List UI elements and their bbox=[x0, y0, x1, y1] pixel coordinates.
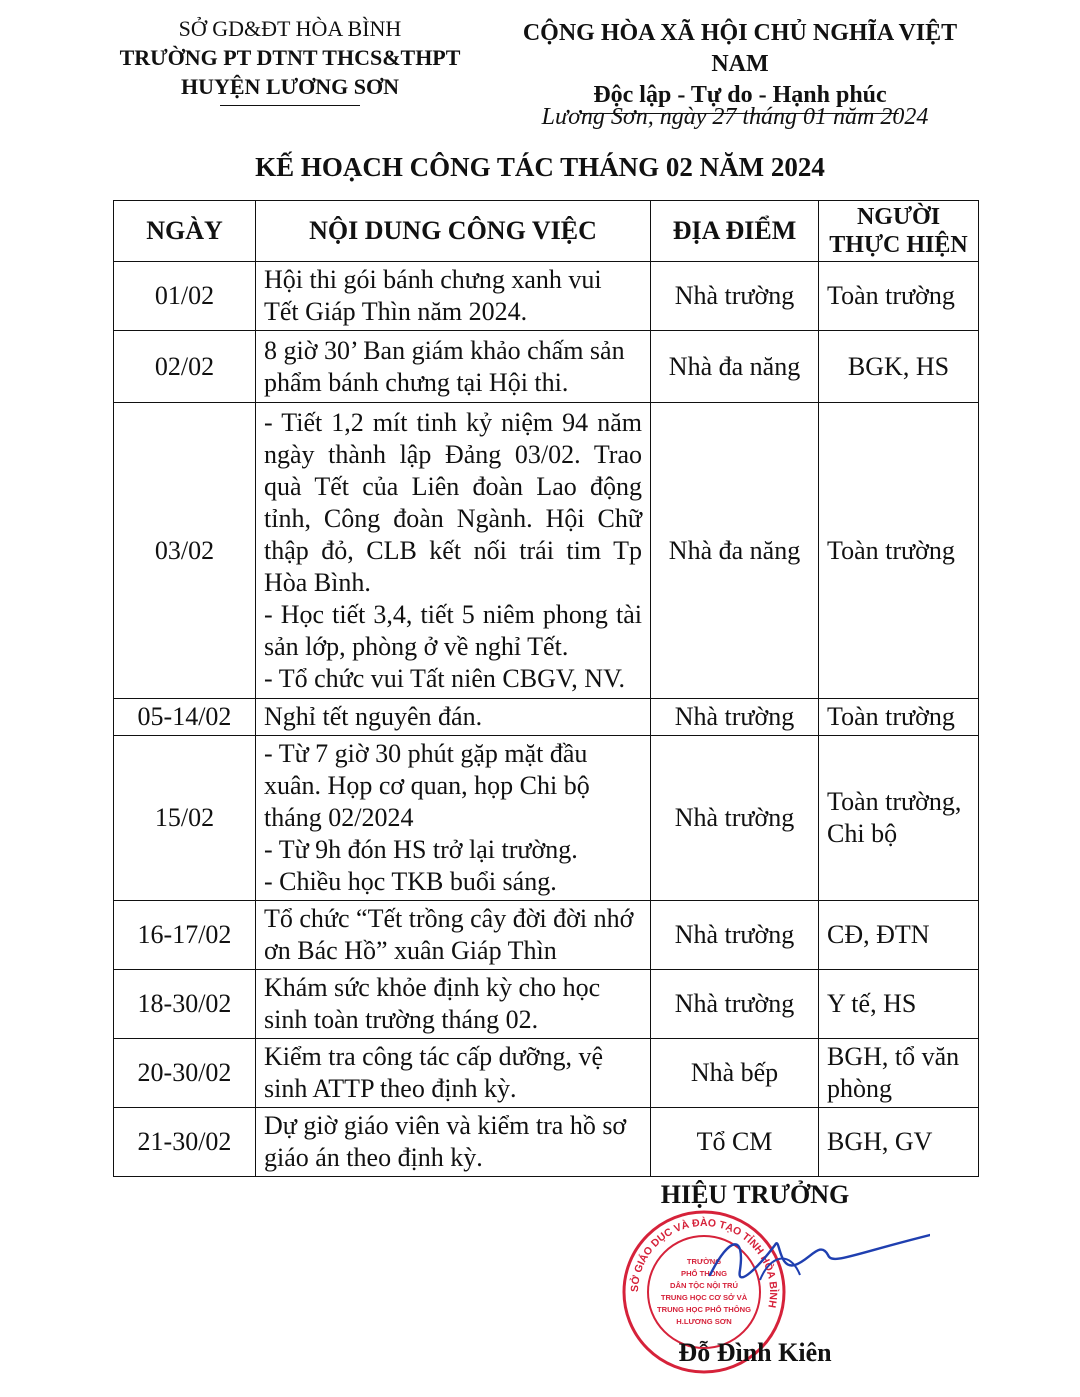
document-title: KẾ HOẠCH CÔNG TÁC THÁNG 02 NĂM 2024 bbox=[255, 152, 825, 182]
row-person: Y tế, HS bbox=[819, 970, 979, 1039]
stamp-line: PHỔ THÔNG bbox=[681, 1269, 727, 1278]
stamp-line: H.LƯƠNG SƠN bbox=[676, 1317, 732, 1326]
row-date: 18-30/02 bbox=[114, 970, 256, 1039]
table-row bbox=[114, 1108, 979, 1177]
row-date: 16-17/02 bbox=[114, 901, 256, 970]
row-content: Nghỉ tết nguyên đán. bbox=[256, 699, 651, 736]
table-row bbox=[114, 970, 979, 1039]
signature-block bbox=[580, 1180, 930, 1367]
row-person: BGH, GV bbox=[819, 1108, 979, 1177]
handwritten-signature bbox=[700, 1225, 930, 1295]
stamp-line: DÂN TỘC NỘI TRÚ bbox=[670, 1281, 738, 1290]
header-person: NGƯỜI THỰC HIỆN bbox=[819, 201, 979, 262]
country-name: CỘNG HÒA XÃ HỘI CHỦ NGHĨA VIỆT NAM bbox=[522, 20, 958, 77]
signer-role: HIỆU TRƯỞNG bbox=[660, 1180, 850, 1209]
table-row bbox=[114, 1039, 979, 1108]
row-content: Hội thi gói bánh chưng xanh vui Tết Giáp Thìn năm 2024. bbox=[256, 262, 651, 331]
row-date: 01/02 bbox=[114, 262, 256, 331]
row-place: Nhà bếp bbox=[651, 1039, 819, 1108]
stamp-outer-text: SỞ GIÁO DỤC VÀ ĐÀO TẠO TỈNH HÒA BÌNH bbox=[628, 1216, 780, 1309]
national-header bbox=[500, 18, 980, 114]
row-place: Nhà trường bbox=[651, 736, 819, 901]
issuer-block bbox=[110, 14, 470, 106]
issuer-department: SỞ GD&ĐT HÒA BÌNH bbox=[178, 16, 402, 41]
header-content: NỘI DUNG CÔNG VIỆC bbox=[256, 201, 651, 262]
stamp-line: TRUNG HỌC PHỔ THÔNG bbox=[656, 1305, 752, 1314]
row-person: CĐ, ĐTN bbox=[819, 901, 979, 970]
row-place: Nhà trường bbox=[651, 901, 819, 970]
row-person: BGH, tổ văn phòng bbox=[819, 1039, 979, 1108]
row-person: BGK, HS bbox=[819, 331, 979, 403]
stamp-line: TRƯỜNG bbox=[686, 1257, 722, 1266]
row-date: 20-30/02 bbox=[114, 1039, 256, 1108]
document-date: Lương Sơn, ngày 27 tháng 01 năm 2024 bbox=[541, 104, 929, 130]
stamp-line: TRUNG HỌC CƠ SỞ VÀ bbox=[660, 1293, 748, 1302]
row-person: Toàn trường bbox=[819, 699, 979, 736]
row-content: Tổ chức “Tết trồng cây đời đời nhớ ơn Bác Hồ” xuân Giáp Thìn bbox=[256, 901, 651, 970]
row-content: - Tiết 1,2 mít tinh kỷ niệm 94 năm ngày thành lập Đảng 03/02. Trao quà Tết của Liên đoàn Lao động tỉnh, Công đoàn Ngành. Hội Chữ thập đỏ, CLB kết nối trái tim Tp Hòa Bình. - Học tiết 3,4, tiết 5 niêm phong tài sản lớp, phòng ở về nghỉ Tết. - Tổ chức vui Tất niên CBGV, NV. bbox=[256, 403, 651, 699]
table-row bbox=[114, 736, 979, 901]
issuer-underline bbox=[220, 105, 360, 106]
row-place: Nhà đa năng bbox=[651, 403, 819, 699]
row-person: Toàn trường, Chi bộ bbox=[819, 736, 979, 901]
table-row bbox=[114, 403, 979, 699]
header-date: NGÀY bbox=[114, 201, 256, 262]
row-place: Nhà trường bbox=[651, 970, 819, 1039]
signer-name: Đỗ Đình Kiên bbox=[678, 1338, 832, 1367]
table-row bbox=[114, 901, 979, 970]
row-person: Toàn trường bbox=[819, 403, 979, 699]
row-date: 02/02 bbox=[114, 331, 256, 403]
row-place: Nhà đa năng bbox=[651, 331, 819, 403]
row-person: Toàn trường bbox=[819, 262, 979, 331]
row-content: Khám sức khỏe định kỳ cho học sinh toàn trường tháng 02. bbox=[256, 970, 651, 1039]
row-date: 05-14/02 bbox=[114, 699, 256, 736]
row-place: Nhà trường bbox=[651, 262, 819, 331]
row-content: Dự giờ giáo viên và kiểm tra hồ sơ giáo án theo định kỳ. bbox=[256, 1108, 651, 1177]
row-content: - Từ 7 giờ 30 phút gặp mặt đầu xuân. Họp cơ quan, họp Chi bộ tháng 02/2024 - Từ 9h đón HS trở lại trường. - Chiều học TKB buổi sáng. bbox=[256, 736, 651, 901]
row-date: 21-30/02 bbox=[114, 1108, 256, 1177]
table-row bbox=[114, 699, 979, 736]
row-place: Nhà trường bbox=[651, 699, 819, 736]
national-motto: Độc lập - Tự do - Hạnh phúc bbox=[581, 80, 898, 114]
row-date: 15/02 bbox=[114, 736, 256, 901]
table-row bbox=[114, 262, 979, 331]
header-place: ĐỊA ĐIỂM bbox=[651, 201, 819, 262]
row-content: 8 giờ 30’ Ban giám khảo chấm sản phẩm bánh chưng tại Hội thi. bbox=[256, 331, 651, 403]
row-date: 03/02 bbox=[114, 403, 256, 699]
table-row bbox=[114, 331, 979, 403]
row-place: Tổ CM bbox=[651, 1108, 819, 1177]
issuer-district: HUYỆN LƯƠNG SƠN bbox=[181, 74, 399, 99]
row-content: Kiểm tra công tác cấp dưỡng, vệ sinh ATTP theo định kỳ. bbox=[256, 1039, 651, 1108]
table-header-row bbox=[114, 201, 979, 262]
issuer-school: TRƯỜNG PT DTNT THCS&THPT bbox=[119, 45, 461, 70]
work-plan-table bbox=[113, 200, 979, 1177]
